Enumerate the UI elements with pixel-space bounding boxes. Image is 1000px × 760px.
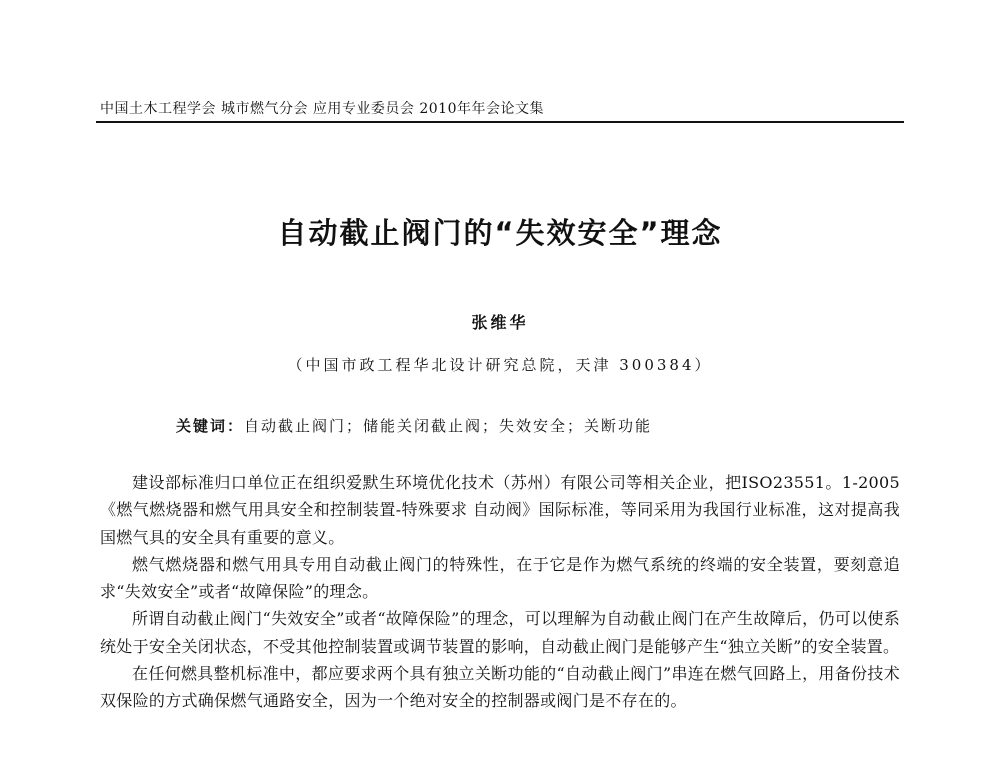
author-name: 张维华 <box>471 313 529 332</box>
running-header: 中国土木工程学会 城市燃气分会 应用专业委员会 2010年年会论文集 <box>100 101 544 117</box>
keywords-list: 自动截止阀门；储能关闭截止阀；失效安全；关断功能 <box>244 417 653 435</box>
body-paragraph: 建设部标准归口单位正在组织爱默生环境优化技术（苏州）有限公司等相关企业，把ISO23551。1-2005《燃气燃烧器和燃气用具安全和控制装置-特殊要求 自动阀》国际标准，等同采用为我国行业标准，这对提高我国燃气具的安全具有重要的意义。 <box>100 473 900 547</box>
keywords-label: 关键词： <box>176 417 245 435</box>
author-affiliation: （中国市政工程华北设计研究总院，天津 300384） <box>287 356 713 374</box>
body-text <box>100 469 900 715</box>
paper-title: 自动截止阀门的“失效安全”理念 <box>277 216 723 250</box>
header-rule <box>96 121 904 123</box>
body-paragraph: 燃气燃烧器和燃气用具专用自动截止阀门的特殊性，在于它是作为燃气系统的终端的安全装置，要刻意追求“失效安全”或者“故障保险”的理念。 <box>100 554 900 602</box>
body-paragraph: 所谓自动截止阀门“失效安全”或者“故障保险”的理念，可以理解为自动截止阀门在产生故障后，仍可以使系统处于安全关闭状态，不受其他控制装置或调节装置的影响，自动截止阀门是能够产生“独立关断”的安全装置。 <box>100 609 900 656</box>
keywords <box>176 416 876 436</box>
body-paragraph: 在任何燃具整机标准中，都应要求两个具有独立关断功能的“自动截止阀门”串连在燃气回路上，用备份技术双保险的方式确保燃气通路安全，因为一个绝对安全的控制器或阀门是不存在的。 <box>100 664 900 711</box>
